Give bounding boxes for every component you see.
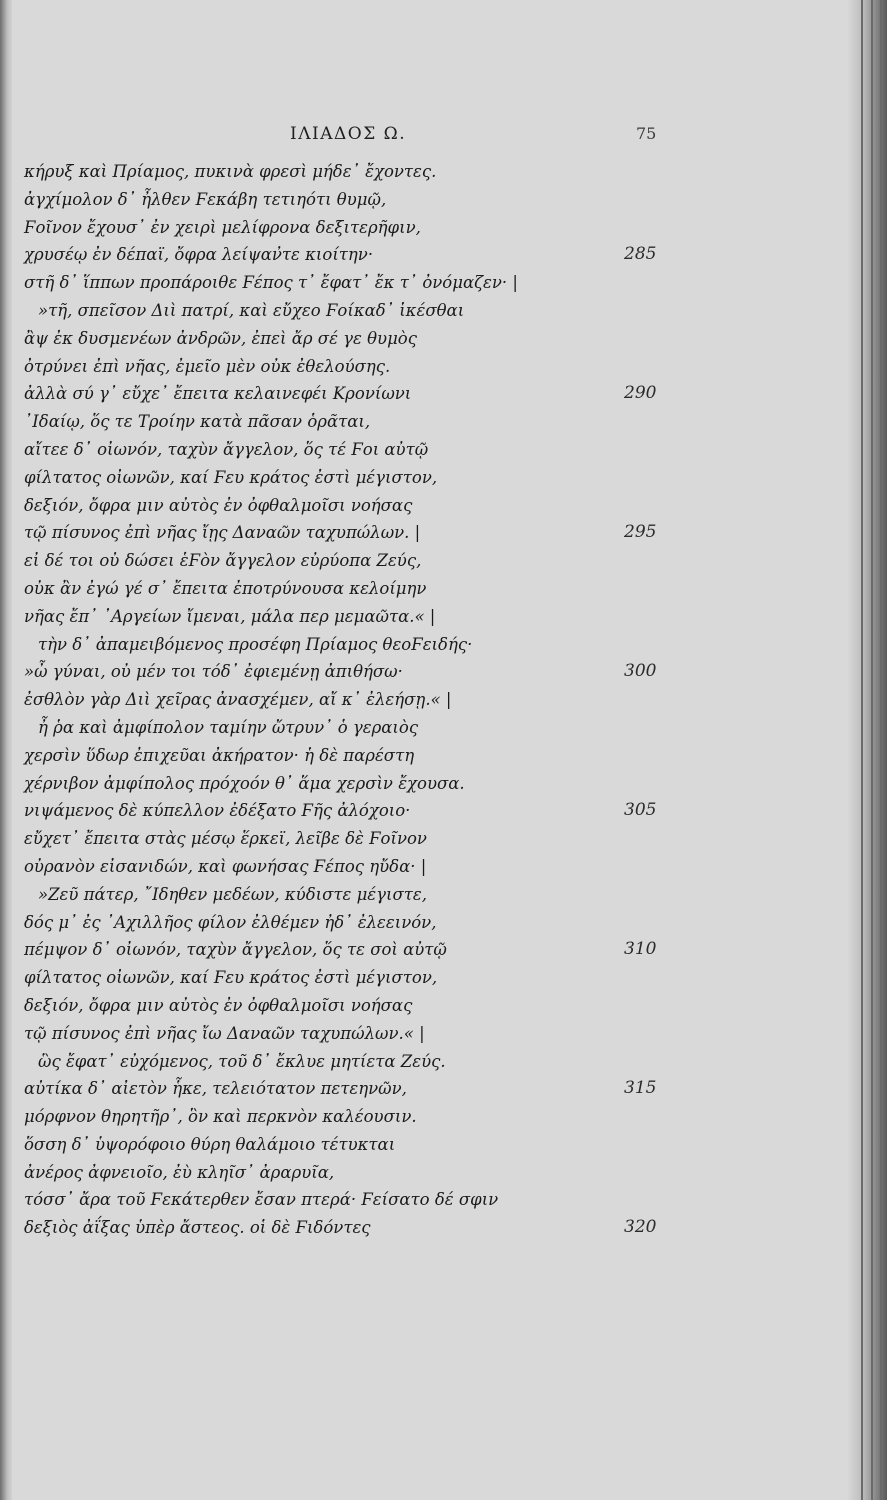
verse-line [0,686,887,714]
verse-text: μόρφνον θηρητῆρ᾽, ὃν καὶ περκνὸν καλέουσιν. [24,1107,417,1127]
verse-text: ᾽Ιδαίῳ, ὅς τε Τροίην κατὰ πᾶσαν ὁρᾶται, [24,412,371,432]
running-title: ΙΛΙΑΔΟΣ Ω. [290,124,407,144]
verse-line [0,214,887,242]
verse-line [0,575,887,603]
verse-line [0,825,887,853]
verse-line [0,436,887,464]
verse-text: εἰ δέ τοι οὐ δώσει ἑϜὸν ἄγγελον εὐρύοπα Ζεύς, [24,551,422,571]
verse-line [0,881,887,909]
verse-text: τῷ πίσυνος ἐπὶ νῆας ἴῃς Δαναῶν ταχυπώλων. | [24,523,421,543]
line-number: 290 [624,383,657,404]
line-number: 300 [624,661,657,682]
line-number: 295 [624,522,657,543]
verse-line [0,797,887,825]
verse-text: ἀγχίμολον δ᾽ ἦλθεν Ϝεκάβη τετιηότι θυμῷ, [24,189,387,209]
verse-text: »ὦ γύναι, οὐ μέν τοι τόδ᾽ ἐφιεμένῃ ἀπιθήσω· [24,662,403,682]
verse-text: αὐτίκα δ᾽ αἰετὸν ἧκε, τελειότατον πετεηνῶν, [24,1079,407,1099]
verse-line [0,464,887,492]
verse-text: τὴν δ᾽ ἀπαμειβόμενος προσέφη Πρίαμος θεοϜειδής· [38,634,473,654]
verse-text: φίλτατος οἰωνῶν, καί Ϝευ κράτος ἐστὶ μέγιστον, [24,467,438,487]
verse-text: νῆας ἔπ᾽ ᾽Αργείων ἴμεναι, μάλα περ μεμαῶτα.« | [24,606,436,626]
verse-line [0,1048,887,1076]
verse-line [0,297,887,325]
verse-line [0,547,887,575]
verse-line [0,158,887,186]
verse-line [0,603,887,631]
verse-line [0,714,887,742]
verse-text: Ϝοῖνον ἔχουσ᾽ ἐν χειρὶ μελίφρονα δεξιτερῆφιν, [24,217,421,237]
verse-text: ἀλλὰ σύ γ᾽ εὔχε᾽ ἔπειτα κελαινεφέι Κρονίωνι [24,384,412,404]
verse-line [0,353,887,381]
verse-block [0,158,887,1242]
verse-line [0,909,887,937]
verse-line [0,631,887,659]
line-number: 315 [624,1078,657,1099]
verse-line [0,408,887,436]
verse-line [0,1075,887,1103]
page-number: 75 [636,124,657,143]
verse-text: χερσὶν ὕδωρ ἐπιχεῦαι ἀκήρατον· ἡ δὲ παρέστη [24,745,415,765]
line-number: 285 [624,244,657,265]
verse-line [0,853,887,881]
verse-line [0,992,887,1020]
verse-line [0,380,887,408]
verse-text: τῷ πίσυνος ἐπὶ νῆας ἴω Δαναῶν ταχυπώλων.« | [24,1023,425,1043]
verse-text: οὐκ ἂν ἐγώ γέ σ᾽ ἔπειτα ἐποτρύνουσα κελοίμην [24,578,427,598]
verse-text: »τῆ, σπεῖσον Διὶ πατρί, καὶ εὔχεο Ϝοίκαδ᾽ ἱκέσθαι [38,300,465,320]
verse-line [0,241,887,269]
verse-line [0,964,887,992]
verse-line [0,1159,887,1187]
verse-text: »Ζεῦ πάτερ, ῎Ιδηθεν μεδέων, κύδιστε μέγιστε, [38,884,427,904]
verse-text: χέρνιβον ἀμφίπολος πρόχοόν θ᾽ ἅμα χερσὶν ἔχουσα. [24,773,465,793]
verse-text: τόσσ᾽ ἄρα τοῦ Ϝεκάτερθεν ἔσαν πτερά· Ϝείσατο δέ σφιν [24,1190,499,1210]
verse-line [0,936,887,964]
verse-text: ἐσθλὸν γὰρ Διὶ χεῖρας ἀνασχέμεν, αἴ κ᾽ ἐλεήσῃ.« | [24,690,452,710]
verse-line [0,1103,887,1131]
verse-line [0,658,887,686]
verse-line [0,325,887,353]
verse-line [0,1186,887,1214]
verse-text: ἀνέρος ἀφνειοῖο, ἐὺ κληῖσ᾽ ἀραρυῖα, [24,1162,335,1182]
verse-line [0,742,887,770]
verse-text: δεξιόν, ὄφρα μιν αὐτὸς ἐν ὀφθαλμοῖσι νοήσας [24,495,413,515]
line-number: 320 [624,1217,657,1238]
verse-text: ὅσση δ᾽ ὑψορόφοιο θύρη θαλάμοιο τέτυκται [24,1134,396,1154]
verse-text: ἦ ῥα καὶ ἀμφίπολον ταμίην ὤτρυν᾽ ὁ γεραιὸς [38,717,419,737]
verse-text: δεξιόν, ὄφρα μιν αὐτὸς ἐν ὀφθαλμοῖσι νοήσας [24,995,413,1015]
verse-text: χρυσέῳ ἐν δέπαϊ, ὄφρα λείψαν̓τε κιοίτην· [24,245,374,265]
verse-text: ὀτρύνει ἐπὶ νῆας, ἐμεῖο μὲν οὐκ ἐθελούσης. [24,356,391,376]
verse-line [0,186,887,214]
verse-line [0,519,887,547]
verse-text: δός μ᾽ ἐς ᾽Αχιλλῆος φίλον ἐλθέμεν ἠδ᾽ ἐλεεινόν, [24,912,437,932]
verse-text: κήρυξ καὶ Πρίαμος, πυκινὰ φρεσὶ μήδε᾽ ἔχοντες. [24,162,437,181]
verse-text: νιψάμενος δὲ κύπελλον ἐδέξατο Ϝῆς ἀλόχοιο· [24,801,411,821]
verse-line [0,269,887,297]
verse-text: οὐρανὸν εἰσανιδών, καὶ φωνήσας Ϝέπος ηὔδα· | [24,856,427,876]
verse-line [0,1020,887,1048]
verse-text: δεξιὸς ἀΐξας ὑπὲρ ἄστεος. οἱ δὲ Ϝιδόντες [24,1218,371,1238]
line-number: 310 [624,939,657,960]
verse-text: αἴτεε δ᾽ οἰωνόν, ταχὺν ἄγγελον, ὅς τέ Ϝοι αὐτῷ [24,439,429,459]
verse-line [0,770,887,798]
verse-line [0,492,887,520]
line-number: 305 [624,800,657,821]
verse-text: ἂψ ἐκ δυσμενέων ἀνδρῶν, ἐπεὶ ἄρ σέ γε θυμὸς [24,328,417,348]
page-header [0,124,887,154]
verse-text: εὔχετ᾽ ἔπειτα στὰς μέσῳ ἕρκεϊ, λεῖβε δὲ Ϝοῖνον [24,829,427,849]
verse-text: ὣς ἔφατ᾽ εὐχόμενος, τοῦ δ᾽ ἔκλυε μητίετα Ζεύς. [38,1051,446,1071]
verse-text: στῆ δ᾽ ἵππων προπάροιθε Ϝέπος τ᾽ ἔφατ᾽ ἔκ τ᾽ ὀνόμαζεν· | [24,273,518,293]
verse-text: φίλτατος οἰωνῶν, καί Ϝευ κράτος ἐστὶ μέγιστον, [24,968,438,988]
verse-text: πέμψον δ᾽ οἰωνόν, ταχὺν ἄγγελον, ὅς τε σοὶ αὐτῷ [24,940,447,960]
verse-line [0,1131,887,1159]
verse-line [0,1214,887,1242]
